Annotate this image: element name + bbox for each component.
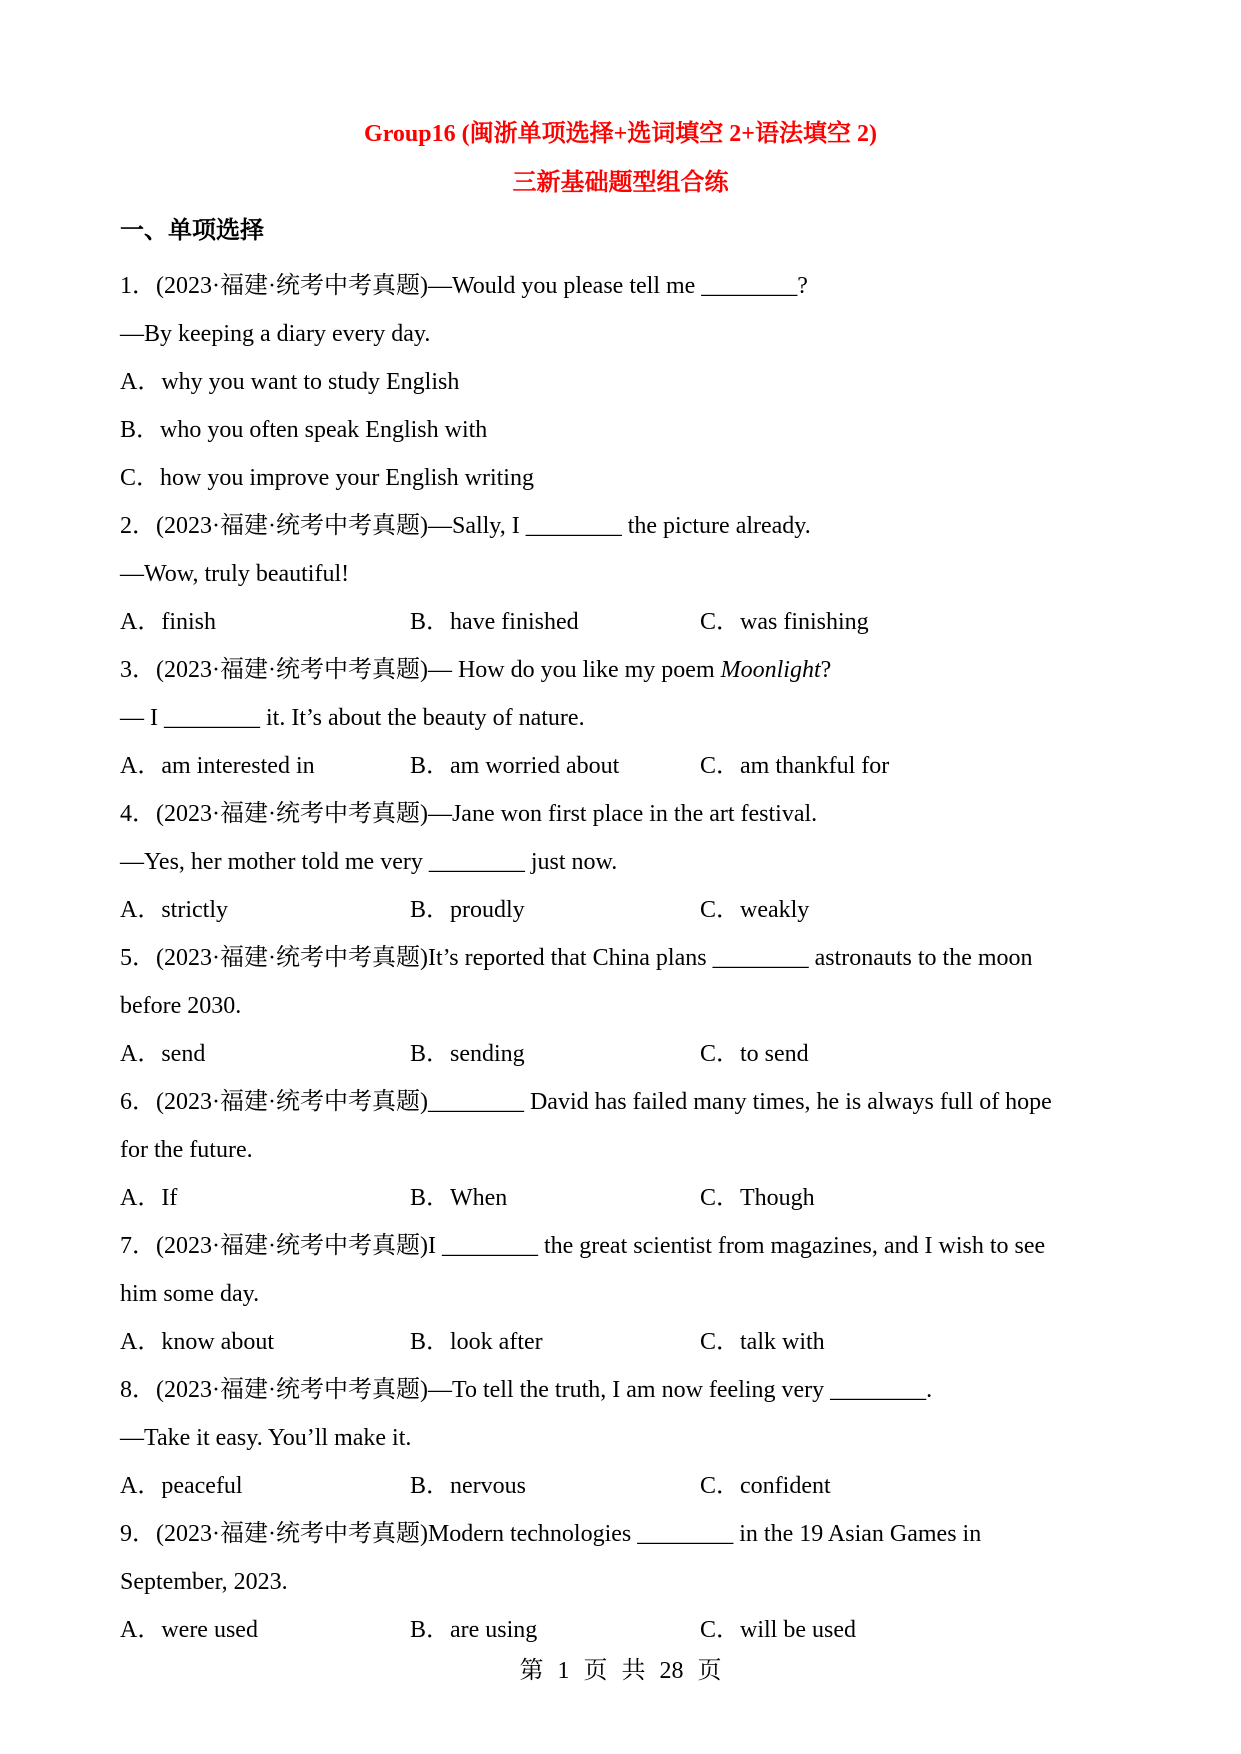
stem-end: ? xyxy=(820,657,832,683)
question-reply: —Yes, her mother told me very ________ just now. xyxy=(120,849,618,875)
poem-title: Moonlight xyxy=(720,657,821,683)
option-b: B．nervous xyxy=(410,1473,526,1499)
question-stem: 7．(2023·福建·统考中考真题)I ________ the great scientist from magazines, and I wish to see xyxy=(120,1233,1046,1259)
option-c: C．Though xyxy=(700,1185,815,1211)
option-a: A．peaceful xyxy=(120,1473,243,1499)
option-c: C．confident xyxy=(700,1473,831,1499)
question-stem-continued: him some day. xyxy=(120,1281,260,1307)
question-stem: 9．(2023·福建·统考中考真题)Modern technologies ________ in the 19 Asian Games in xyxy=(120,1521,982,1547)
question-stem xyxy=(120,646,1130,694)
option-c: C．will be used xyxy=(700,1617,856,1643)
option-c: C．am thankful for xyxy=(700,753,890,779)
option-b: B．sending xyxy=(410,1041,525,1067)
question-reply: —Wow, truly beautiful! xyxy=(120,561,350,587)
option-a: A．were used xyxy=(120,1617,258,1643)
option-a: A．If xyxy=(120,1185,178,1211)
option-b: B．proudly xyxy=(410,897,525,923)
question-stem: 5．(2023·福建·统考中考真题)It’s reported that China plans ________ astronauts to the moon xyxy=(120,945,1033,971)
option-row xyxy=(120,1030,1130,1078)
option-row xyxy=(120,886,1130,934)
option-b: B．are using xyxy=(410,1617,538,1643)
option-a: A．strictly xyxy=(120,897,228,923)
option-b: B．am worried about xyxy=(410,753,620,779)
page-number: 第 1 页 共 28 页 xyxy=(519,1658,722,1684)
option-a: A．send xyxy=(120,1041,206,1067)
section-heading: 一、单项选择 xyxy=(120,218,264,244)
question-reply: —Take it easy. You’ll make it. xyxy=(120,1425,412,1451)
option-row xyxy=(120,1462,1130,1510)
question-stem: 6．(2023·福建·统考中考真题)________ David has failed many times, he is always full of hope xyxy=(120,1089,1052,1115)
question-stem: 1．(2023·福建·统考中考真题)—Would you please tell me ________? xyxy=(120,273,808,299)
option-b: B．have finished xyxy=(410,609,579,635)
question-stem: 8．(2023·福建·统考中考真题)—To tell the truth, I am now feeling very ________. xyxy=(120,1377,933,1403)
question-reply: —By keeping a diary every day. xyxy=(120,321,431,347)
option-row xyxy=(120,598,1130,646)
document-title: Group16 (闽浙单项选择+选词填空 2+语法填空 2) xyxy=(364,121,877,147)
option-c: C．talk with xyxy=(700,1329,825,1355)
question-stem: 2．(2023·福建·统考中考真题)—Sally, I ________ the picture already. xyxy=(120,513,811,539)
option-a: A．am interested in xyxy=(120,753,315,779)
question-stem-continued: for the future. xyxy=(120,1137,253,1163)
question-stem: 4．(2023·福建·统考中考真题)—Jane won first place in the art festival. xyxy=(120,801,818,827)
option-a: A．finish xyxy=(120,609,216,635)
option-row xyxy=(120,1174,1130,1222)
option-c: C．how you improve your English writing xyxy=(120,465,534,491)
option-c: C．was finishing xyxy=(700,609,869,635)
question-stem-continued: before 2030. xyxy=(120,993,242,1019)
question-list xyxy=(120,262,1130,1654)
option-c: C．weakly xyxy=(700,897,810,923)
option-b: B．who you often speak English with xyxy=(120,417,488,443)
option-b: B．When xyxy=(410,1185,508,1211)
option-a: A．why you want to study English xyxy=(120,369,460,395)
option-row xyxy=(120,1318,1130,1366)
question-stem-continued: September, 2023. xyxy=(120,1569,288,1595)
option-row xyxy=(120,742,1130,790)
stem-text: 3．(2023·福建·统考中考真题)— How do you like my poem xyxy=(120,657,721,683)
option-c: C．to send xyxy=(700,1041,809,1067)
option-row xyxy=(120,1606,1130,1654)
document-subtitle: 三新基础题型组合练 xyxy=(512,170,729,196)
option-a: A．know about xyxy=(120,1329,274,1355)
option-b: B．look after xyxy=(410,1329,543,1355)
question-reply: — I ________ it. It’s about the beauty of nature. xyxy=(120,705,585,731)
